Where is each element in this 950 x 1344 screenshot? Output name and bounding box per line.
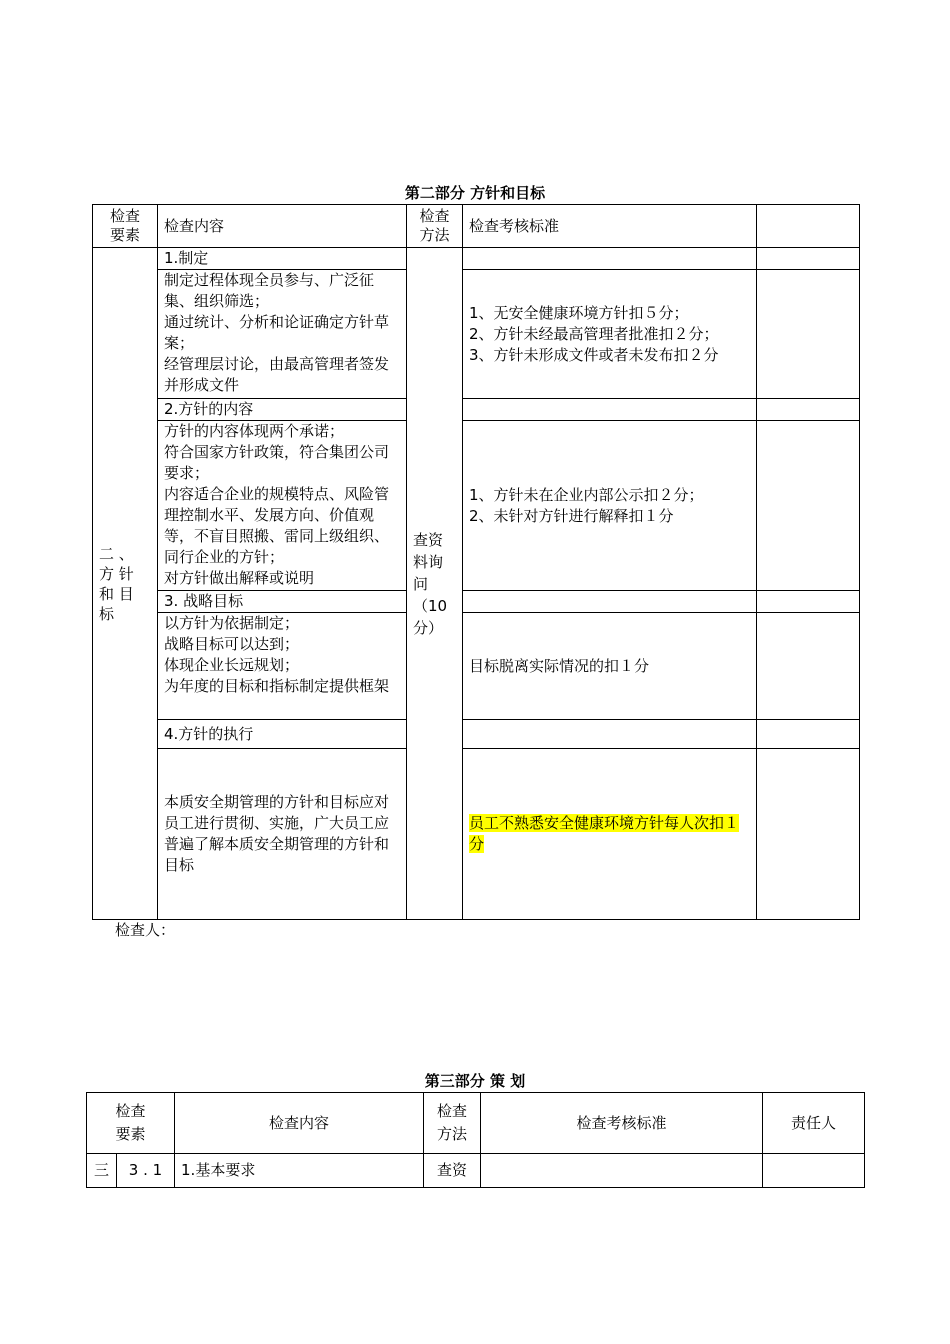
section-2-criteria-blank (463, 399, 757, 421)
section-1-heading: 1.制定 (158, 248, 407, 270)
header-content: 检查内容 (158, 205, 407, 248)
section-1-criteria: 1、无安全健康环境方针扣５分； 2、方针未经最高管理者批准扣２分； 3、方针未形成文件或者未发布扣２分 (463, 270, 757, 399)
part3-title: 第三部分 策 划 (424, 1072, 526, 1090)
p3-method: 查资 (424, 1154, 481, 1188)
p3-element-b: 3 . 1 (117, 1154, 175, 1188)
section-3-criteria: 目标脱离实际情况的扣１分 (463, 613, 757, 720)
p3-header-criteria: 检查考核标准 (481, 1093, 763, 1154)
section-1-extra-blank (757, 248, 860, 270)
section-2-extra-blank (757, 399, 860, 421)
header-blank (757, 205, 860, 248)
section-1-extra (757, 270, 860, 399)
p3-header-method: 检查 方法 (424, 1093, 481, 1154)
p3-element-a: 三 (87, 1154, 117, 1188)
header-method: 检查 方法 (407, 205, 463, 248)
section-4-extra (757, 749, 860, 920)
part2-table (92, 204, 860, 920)
section-4-extra-blank (757, 720, 860, 749)
p3-header-element: 检查 要素 (87, 1093, 175, 1154)
element-cell: 二 、 方 针 和 目 标 (93, 248, 158, 920)
section-3-heading: 3. 战略目标 (158, 591, 407, 613)
inspector-label: 检查人： (115, 921, 176, 939)
header-element: 检查 要素 (93, 205, 158, 248)
section-1-criteria-blank (463, 248, 757, 270)
section-3-content: 以方针为依据制定； 战略目标可以达到； 体现企业长远规划； 为年度的目标和指标制定提供框架 (158, 613, 407, 720)
section-4-criteria-blank (463, 720, 757, 749)
section-4-criteria: 员工不熟悉安全健康环境方针每人次扣１分 (469, 814, 740, 853)
method-cell: 查资 料询 问 （10 分） (407, 248, 463, 920)
section-2-extra (757, 421, 860, 591)
section-3-extra (757, 613, 860, 720)
section-4-heading: 4.方针的执行 (158, 720, 407, 749)
section-2-content: 方针的内容体现两个承诺； 符合国家方针政策，符合集团公司要求； 内容适合企业的规模特点、风险管理控制水平、发展方向、价值观等，不盲目照搬、雷同上级组织、同行企业的方针； 对方针做出解释或说明 (158, 421, 407, 591)
section-2-criteria: 1、方针未在企业内部公示扣２分； 2、未针对方针进行解释扣１分 (463, 421, 757, 591)
section-4-criteria-cell (463, 749, 757, 920)
p3-content: 1.基本要求 (175, 1154, 424, 1188)
part2-title: 第二部分 方针和目标 (404, 184, 546, 202)
p3-header-content: 检查内容 (175, 1093, 424, 1154)
p3-responsible-blank (763, 1154, 865, 1188)
section-2-heading: 2.方针的内容 (158, 399, 407, 421)
header-criteria: 检查考核标准 (463, 205, 757, 248)
section-3-extra-blank (757, 591, 860, 613)
p3-header-responsible: 责任人 (763, 1093, 865, 1154)
p3-criteria-blank (481, 1154, 763, 1188)
part3-table (86, 1092, 865, 1188)
section-1-content: 制定过程体现全员参与、广泛征集、组织筛选； 通过统计、分析和论证确定方针草案； 经管理层讨论，由最高管理者签发并形成文件 (158, 270, 407, 399)
section-3-criteria-blank (463, 591, 757, 613)
section-4-content: 本质安全期管理的方针和目标应对员工进行贯彻、实施，广大员工应普遍了解本质安全期管理的方针和目标 (158, 749, 407, 920)
